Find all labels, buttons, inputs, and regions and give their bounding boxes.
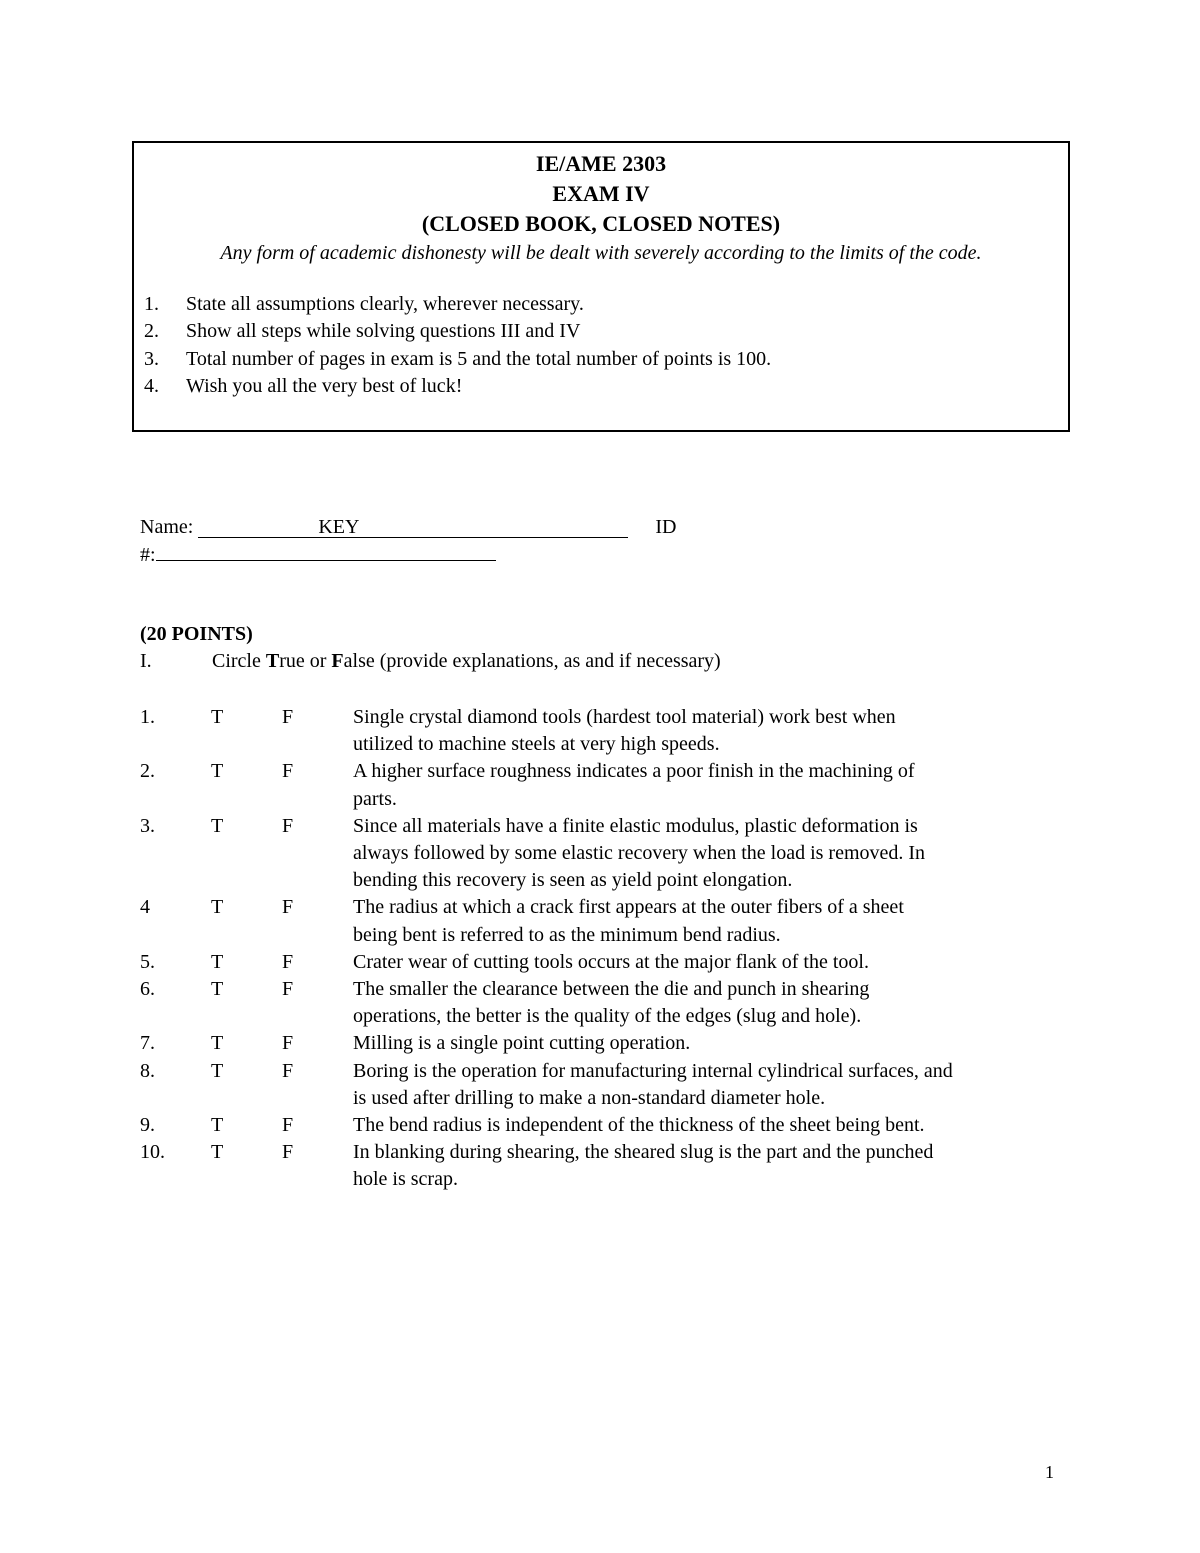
- hash-label: #:: [140, 544, 156, 566]
- true-false-questions: [140, 704, 1080, 1194]
- true-option[interactable]: T: [211, 1114, 224, 1137]
- question-text-line: operations, the better is the quality of the edges (slug and hole).: [353, 1005, 862, 1028]
- question-item: [140, 1139, 1080, 1193]
- question-text-line: A higher surface roughness indicates a poor finish in the machining of: [353, 760, 915, 783]
- instruction-text: State all assumptions clearly, wherever necessary.: [186, 293, 584, 315]
- name-line: [140, 514, 676, 540]
- question-number: 9.: [140, 1114, 155, 1137]
- exam-title: EXAM IV: [552, 181, 650, 206]
- question-number: 3.: [140, 814, 155, 837]
- true-option[interactable]: T: [211, 896, 224, 919]
- false-option[interactable]: F: [282, 1032, 294, 1055]
- false-option[interactable]: F: [282, 1114, 294, 1137]
- instructions-list: [134, 291, 1068, 400]
- instruction-number: 1.: [144, 293, 159, 315]
- honesty-warning: Any form of academic dishonesty will be dealt with severely according to the limits of the code.: [220, 242, 982, 264]
- false-option[interactable]: F: [282, 950, 294, 973]
- instruction-item: [144, 291, 1068, 318]
- section-points: (20 POINTS): [140, 623, 253, 645]
- question-number: 4: [140, 896, 150, 919]
- question-text-line: Single crystal diamond tools (hardest tool material) work best when: [353, 706, 896, 728]
- section-title: [140, 648, 721, 674]
- question-number: 10.: [140, 1141, 165, 1164]
- instruction-item: [144, 318, 1068, 345]
- question-text-line: hole is scrap.: [353, 1168, 458, 1191]
- id-number-line: [140, 542, 496, 568]
- question-text-line: The bend radius is independent of the thickness of the sheet being bent.: [353, 1114, 925, 1137]
- false-option[interactable]: F: [282, 814, 294, 837]
- instruction-number: 2.: [144, 320, 159, 343]
- true-option[interactable]: T: [211, 814, 224, 837]
- question-text-line: Since all materials have a finite elastic modulus, plastic deformation is: [353, 814, 918, 837]
- question-item: [140, 1112, 1080, 1139]
- question-item: [140, 976, 1080, 1030]
- false-option[interactable]: F: [282, 1141, 294, 1164]
- question-text-line: Milling is a single point cutting operation.: [353, 1032, 691, 1055]
- name-field[interactable]: [198, 517, 628, 538]
- question-item: [140, 758, 1080, 812]
- question-text-line: In blanking during shearing, the sheared slug is the part and the punched: [353, 1141, 934, 1164]
- instruction-text: Show all steps while solving questions III and IV: [186, 320, 581, 343]
- question-text-line: is used after drilling to make a non-standard diameter hole.: [353, 1086, 826, 1109]
- question-text-line: Boring is the operation for manufacturing internal cylindrical surfaces, and: [353, 1059, 953, 1082]
- false-option[interactable]: F: [282, 896, 294, 919]
- false-option[interactable]: F: [282, 706, 294, 728]
- question-number: 7.: [140, 1032, 155, 1055]
- name-value: KEY: [318, 516, 360, 538]
- question-text-line: Crater wear of cutting tools occurs at the major flank of the tool.: [353, 950, 869, 973]
- question-text-line: parts.: [353, 787, 397, 810]
- question-number: 5.: [140, 950, 155, 973]
- name-label: Name:: [140, 516, 194, 538]
- true-option[interactable]: T: [211, 950, 224, 973]
- false-option[interactable]: F: [282, 1059, 294, 1082]
- instruction-number: 4.: [144, 374, 159, 397]
- instruction-text: Wish you all the very best of luck!: [186, 374, 463, 397]
- question-number: 6.: [140, 978, 155, 1001]
- question-item: [140, 894, 1080, 948]
- instruction-number: 3.: [144, 347, 159, 370]
- question-item: [140, 1058, 1080, 1112]
- true-option[interactable]: T: [211, 1141, 224, 1164]
- false-option[interactable]: F: [282, 760, 294, 783]
- question-number: 2.: [140, 760, 155, 783]
- question-text-line: The smaller the clearance between the die and punch in shearing: [353, 978, 870, 1001]
- instruction-item: [144, 373, 1068, 400]
- exam-header-box: [132, 141, 1070, 432]
- true-option[interactable]: T: [211, 1059, 224, 1082]
- question-text-line: utilized to machine steels at very high speeds.: [353, 733, 720, 756]
- question-number: 1.: [140, 706, 155, 728]
- section-instruction-text: Circle True or False (provide explanations, as and if necessary): [212, 650, 721, 672]
- id-label: ID: [655, 516, 677, 538]
- question-item: [140, 813, 1080, 895]
- question-item: [140, 949, 1080, 976]
- question-number: 8.: [140, 1059, 155, 1082]
- question-item: [140, 1030, 1080, 1057]
- true-option[interactable]: T: [211, 706, 224, 728]
- page-number: 1: [1045, 1462, 1054, 1482]
- section-roman-numeral: I.: [140, 650, 152, 672]
- true-option[interactable]: T: [211, 1032, 224, 1055]
- false-option[interactable]: F: [282, 978, 294, 1001]
- true-option[interactable]: T: [211, 978, 224, 1001]
- instruction-text: Total number of pages in exam is 5 and the total number of points is 100.: [186, 347, 772, 370]
- question-text-line: The radius at which a crack first appears at the outer fibers of a sheet: [353, 896, 904, 919]
- course-title: IE/AME 2303: [535, 151, 667, 176]
- true-option[interactable]: T: [211, 760, 224, 783]
- question-item: [140, 704, 1080, 758]
- question-text-line: always followed by some elastic recovery when the load is removed. In: [353, 842, 926, 865]
- id-number-field[interactable]: [156, 542, 496, 561]
- instruction-item: [144, 346, 1068, 373]
- question-text-line: bending this recovery is seen as yield point elongation.: [353, 869, 793, 892]
- exam-rules: (CLOSED BOOK, CLOSED NOTES): [421, 211, 781, 236]
- question-text-line: being bent is referred to as the minimum bend radius.: [353, 923, 781, 946]
